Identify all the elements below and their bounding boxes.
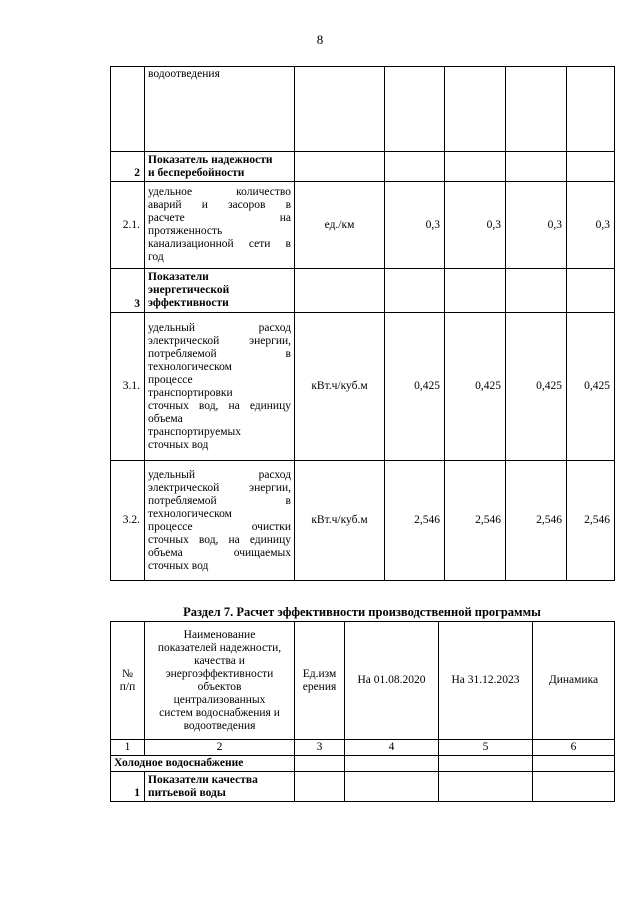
header-name-line: энергоэффективности — [165, 667, 274, 680]
indicator-name-line: расчете на — [148, 212, 291, 224]
indicator-name — [145, 313, 295, 461]
group-label: Холодное водоснабжение — [111, 756, 295, 772]
value-cell — [385, 269, 445, 313]
page-number: 8 — [316, 32, 324, 47]
header-name-line: водоотведения — [183, 719, 256, 732]
indicator-name-line: процессе очистки — [148, 520, 291, 533]
indicator-name-line: сточных вод — [148, 559, 209, 572]
value-cell: 0,3 — [445, 182, 506, 269]
header-num-line: № — [122, 667, 133, 680]
indicator-name-line: объема — [148, 412, 183, 425]
row-number: 3 — [111, 269, 145, 313]
header-name-line: Наименование — [183, 628, 256, 641]
empty-cell — [533, 756, 615, 772]
column-number: 1 — [111, 740, 145, 756]
indicator-name-line: технологическом — [148, 360, 232, 373]
empty-cell — [345, 756, 439, 772]
empty-cell — [439, 756, 533, 772]
value-cell: 2,546 — [506, 461, 567, 581]
column-number: 4 — [345, 740, 439, 756]
value-cell — [385, 67, 445, 152]
value-cell — [506, 269, 567, 313]
indicator-name-line: эффективности — [148, 297, 229, 309]
header-unit — [295, 622, 345, 740]
indicator-name-line: аварий и засоров в — [148, 199, 291, 211]
row-number: 2.1. — [111, 182, 145, 269]
indicator-name-line: питьевой воды — [148, 786, 226, 799]
value-cell: 2,546 — [567, 461, 615, 581]
header-name-line: систем водоснабжения и — [159, 706, 280, 719]
header-name-line: показателей надежности, — [157, 641, 282, 654]
indicator-name-line: Показатель надежности — [148, 153, 273, 166]
value-cell — [567, 152, 615, 182]
indicator-name-line: сточных вод, на единицу — [148, 399, 291, 412]
indicator-name — [145, 772, 295, 802]
value-cell: 0,3 — [567, 182, 615, 269]
row-number: 1 — [111, 772, 145, 802]
value-cell: 0,425 — [506, 313, 567, 461]
row-number: 3.1. — [111, 313, 145, 461]
group-row — [111, 756, 615, 772]
unit-cell: ед./км — [295, 182, 385, 269]
column-number: 6 — [533, 740, 615, 756]
value-cell — [445, 152, 506, 182]
header-num-line: п/п — [119, 680, 136, 693]
indicator-name — [145, 152, 295, 182]
header-unit-line: Ед.изм — [302, 667, 337, 680]
unit-cell — [295, 67, 385, 152]
indicator-name-line: технологическом — [148, 507, 232, 520]
column-number-row — [111, 740, 615, 756]
row-number: 3.2. — [111, 461, 145, 581]
empty-cell — [345, 772, 439, 802]
unit-cell — [295, 152, 385, 182]
indicator-name-line: канализационной сети в — [148, 238, 291, 250]
value-cell — [567, 269, 615, 313]
indicator-name — [145, 461, 295, 581]
header-name-line: централизованных — [173, 693, 266, 706]
header-dynamics: Динамика — [533, 622, 615, 740]
indicator-name-line: сточных вод, на единицу — [148, 533, 291, 546]
indicator-name-line: транспортируемых — [148, 425, 242, 438]
value-cell — [506, 152, 567, 182]
row-number: 2 — [111, 152, 145, 182]
table-row — [111, 313, 615, 461]
row-number — [111, 67, 145, 152]
empty-cell — [533, 772, 615, 802]
indicator-name — [145, 67, 295, 152]
indicator-name-line: год — [148, 251, 164, 263]
value-cell: 0,3 — [385, 182, 445, 269]
unit-cell: кВт.ч/куб.м — [295, 461, 385, 581]
indicator-name-line: электрической энергии, — [148, 334, 291, 347]
header-num — [111, 622, 145, 740]
column-number: 2 — [145, 740, 295, 756]
empty-cell — [439, 772, 533, 802]
efficiency-table — [110, 621, 615, 802]
section-title: Раздел 7. Расчет эффективности производственной программы — [183, 605, 541, 619]
indicator-name-line: объема очищаемых — [148, 546, 291, 559]
value-cell — [506, 67, 567, 152]
indicator-name-line: протяженность — [148, 225, 223, 237]
unit-cell: кВт.ч/куб.м — [295, 313, 385, 461]
table-row — [111, 269, 615, 313]
table-row — [111, 772, 615, 802]
header-date-end: На 31.12.2023 — [439, 622, 533, 740]
indicator-name-line: удельное количество — [148, 186, 291, 198]
column-number: 5 — [439, 740, 533, 756]
value-cell: 0,425 — [385, 313, 445, 461]
value-cell — [385, 152, 445, 182]
header-name-line: качества и — [194, 654, 245, 667]
table-row — [111, 67, 615, 152]
indicator-name-line: процессе — [148, 373, 193, 386]
indicator-name-line: водоотведения — [148, 68, 220, 80]
indicator-name-line: электрической энергии, — [148, 481, 291, 494]
indicator-name-line: энергетической — [148, 284, 230, 296]
indicator-name-line: потребляемой в — [148, 347, 291, 360]
value-cell — [567, 67, 615, 152]
indicator-name-line: Показатели — [148, 271, 209, 283]
empty-cell — [295, 756, 345, 772]
indicator-name — [145, 269, 295, 313]
header-name — [145, 622, 295, 740]
empty-cell — [295, 772, 345, 802]
value-cell: 0,425 — [567, 313, 615, 461]
table-header-row — [111, 622, 615, 740]
value-cell: 2,546 — [445, 461, 506, 581]
value-cell: 0,3 — [506, 182, 567, 269]
value-cell: 0,425 — [445, 313, 506, 461]
indicators-table — [110, 66, 615, 581]
indicator-name-line: и бесперебойности — [148, 166, 245, 179]
indicator-name — [145, 182, 295, 269]
table-row — [111, 152, 615, 182]
unit-cell — [295, 269, 385, 313]
indicator-name-line: потребляемой в — [148, 494, 291, 507]
indicator-name-line: транспортировки — [148, 386, 233, 399]
value-cell: 2,546 — [385, 461, 445, 581]
indicator-name-line: сточных вод — [148, 438, 209, 451]
header-date-start: На 01.08.2020 — [345, 622, 439, 740]
column-number: 3 — [295, 740, 345, 756]
value-cell — [445, 67, 506, 152]
table-row — [111, 461, 615, 581]
indicator-name-line: удельный расход — [148, 321, 291, 334]
value-cell — [445, 269, 506, 313]
header-unit-line: ерения — [302, 680, 337, 693]
indicator-name-line: удельный расход — [148, 468, 291, 481]
header-name-line: объектов — [197, 680, 242, 693]
indicator-name-line: Показатели качества — [148, 773, 258, 786]
table-row — [111, 182, 615, 269]
